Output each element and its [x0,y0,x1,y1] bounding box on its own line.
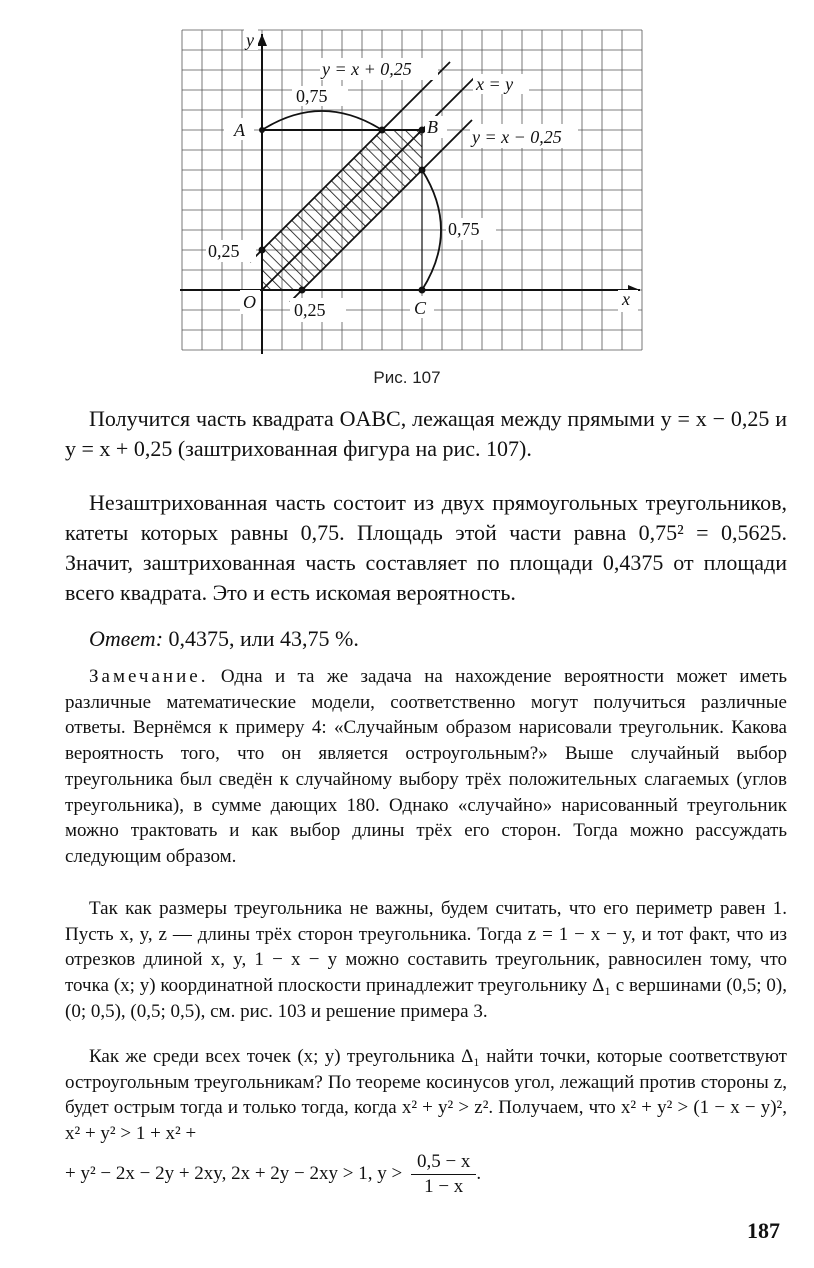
paragraph-5: Как же среди всех точек (x; y) треугольника Δ₁ найти точки, которые соответствуют остроугольным треугольникам? По теореме косинусов угол, лежащий против стороны z, будет острым тогда и только тогда, когда x² + y² > z². Получаем, что x² + y² > (1 − x − y)², x² + y² > 1 + x² + [65,1046,787,1145]
point-top-intersect [379,127,386,134]
inequality-lhs: + y² − 2x − 2y + 2xy, 2x + 2y − 2xy > 1, y > [65,1162,403,1184]
label-point-B: B [427,117,438,137]
remark-label: Замечание. [89,666,209,687]
label-point-C: C [414,298,427,318]
label-line-diag: x = y [476,74,514,94]
remark-text: Одна и та же задача на нахождение вероятности может иметь различные математические модели, соответственно могут получиться различные ответы. Вернёмся к примеру 4: «Случайным образом нарисовали треугольник. Какова вероятность того, что он является остроугольным?» Выше случайный выбор треугольника был сведён к случайному выбору трёх положительных слагаемых (углов треугольника), в сумме дающих 180. Однако «случайно» нарисованный треугольник можно трактовать и как выбор длины трёх его сторон. Тогда можно рассуждать следующим образом. [65,666,788,867]
figure-107 [170,20,650,360]
label-bottom-tick: 0,25 [294,300,326,320]
page-number: 187 [747,1218,780,1243]
fraction-numerator: 0,5 − x [411,1150,476,1175]
y-axis-arrow [257,34,267,46]
figure-caption: Рис. 107 [373,368,441,387]
answer-label: Ответ: [89,626,164,651]
label-line-minus: y = x − 0,25 [472,127,562,147]
point-A [259,127,265,133]
label-line-plus: y = x + 0,25 [322,59,412,79]
point-B [419,127,426,134]
label-y-axis: y [246,30,254,50]
label-arc-right: 0,75 [448,219,480,239]
point-right-intersect [419,167,426,174]
inequality-line [65,1150,787,1202]
paragraph-1: Получится часть квадрата OABC, лежащая между прямыми y = x − 0,25 и y = x + 0,25 (заштрихованная фигура на рис. 107). [65,406,787,461]
label-arc-top: 0,75 [296,86,328,106]
paragraph-4: Так как размеры треугольника не важны, будем считать, что его периметр равен 1. Пусть x, y, z — длины трёх сторон треугольника. Тогда z = 1 − x − y, и тот факт, что из отрезков длиной x, y, 1 − x − y можно составить треугольник, равносилен тому, что точка (x; y) координатной плоскости принадлежит треугольнику Δ₁ с вершинами (0,5; 0), (0; 0,5), (0,5; 0,5), см. рис. 103 и решение примера 3. [65,898,787,1022]
line-x-eq-y [262,77,475,290]
remark-paragraph [65,664,787,870]
fraction [411,1150,476,1199]
point-left-025 [259,247,266,254]
fraction-denominator: 1 − x [424,1176,464,1197]
label-left-tick: 0,25 [208,241,240,261]
answer-line [89,626,789,652]
point-bottom-025 [299,287,306,294]
inequality-tail: . [476,1162,482,1184]
label-point-A: A [234,120,245,140]
label-x-axis: x [622,289,630,309]
paragraph-2: Незаштрихованная часть состоит из двух прямоугольных треугольников, катеты которых равны 0,75. Площадь этой части равна 0,75² = 0,5625. Значит, заштрихованная часть составляет по площади 0,4375 от площади всего квадрата. Это и есть искомая вероятность. [65,490,787,605]
point-C [419,287,426,294]
label-point-O: O [243,292,256,312]
answer-value: 0,4375, или 43,75 %. [168,626,359,651]
